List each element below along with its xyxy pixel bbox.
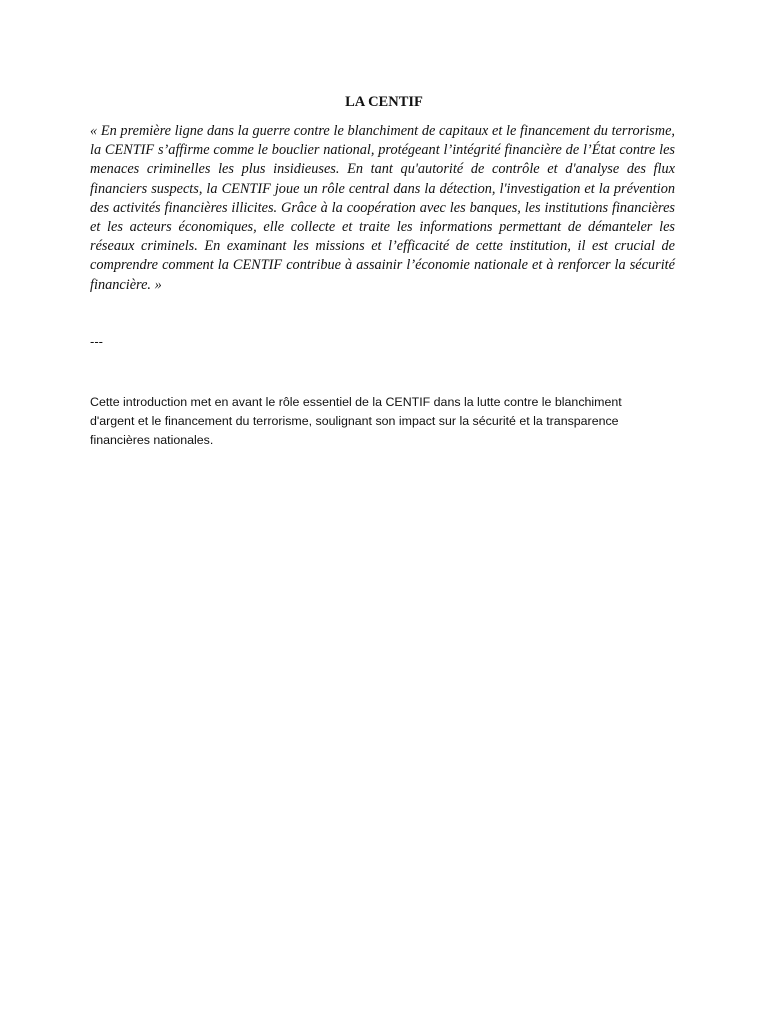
intro-quote-paragraph: « En première ligne dans la guerre contre le blanchiment de capitaux et le financement du terrorisme, la CENTIF s’affirme comme le bouclier national, protégeant l’intégrité financière de l’État contre les menaces criminelles les plus insidieuses. En tant qu'autorité de contrôle et d'analyse des flux financiers suspects, la CENTIF joue un rôle central dans la détection, l'investigation et la prévention des activités financières illicites. Grâce à la coopération avec les banques, les institutions financières et les acteurs économiques, elle collecte et traite les informations permettant de démanteler les réseaux criminels. En examinant les missions et l’efficacité de cette institution, il est crucial de comprendre comment la CENTIF contribue à assainir l’économie nationale et à renforcer la sécurité financière. »	[90, 123, 675, 293]
conclusion-paragraph: Cette introduction met en avant le rôle essentiel de la CENTIF dans la lutte contre le blanchiment d'argent et le financement du terrorisme, soulignant son impact sur la sécurité et la transparence financières nationales.	[90, 395, 622, 447]
section-separator: ---	[90, 334, 103, 349]
document-title: LA CENTIF	[345, 94, 423, 110]
